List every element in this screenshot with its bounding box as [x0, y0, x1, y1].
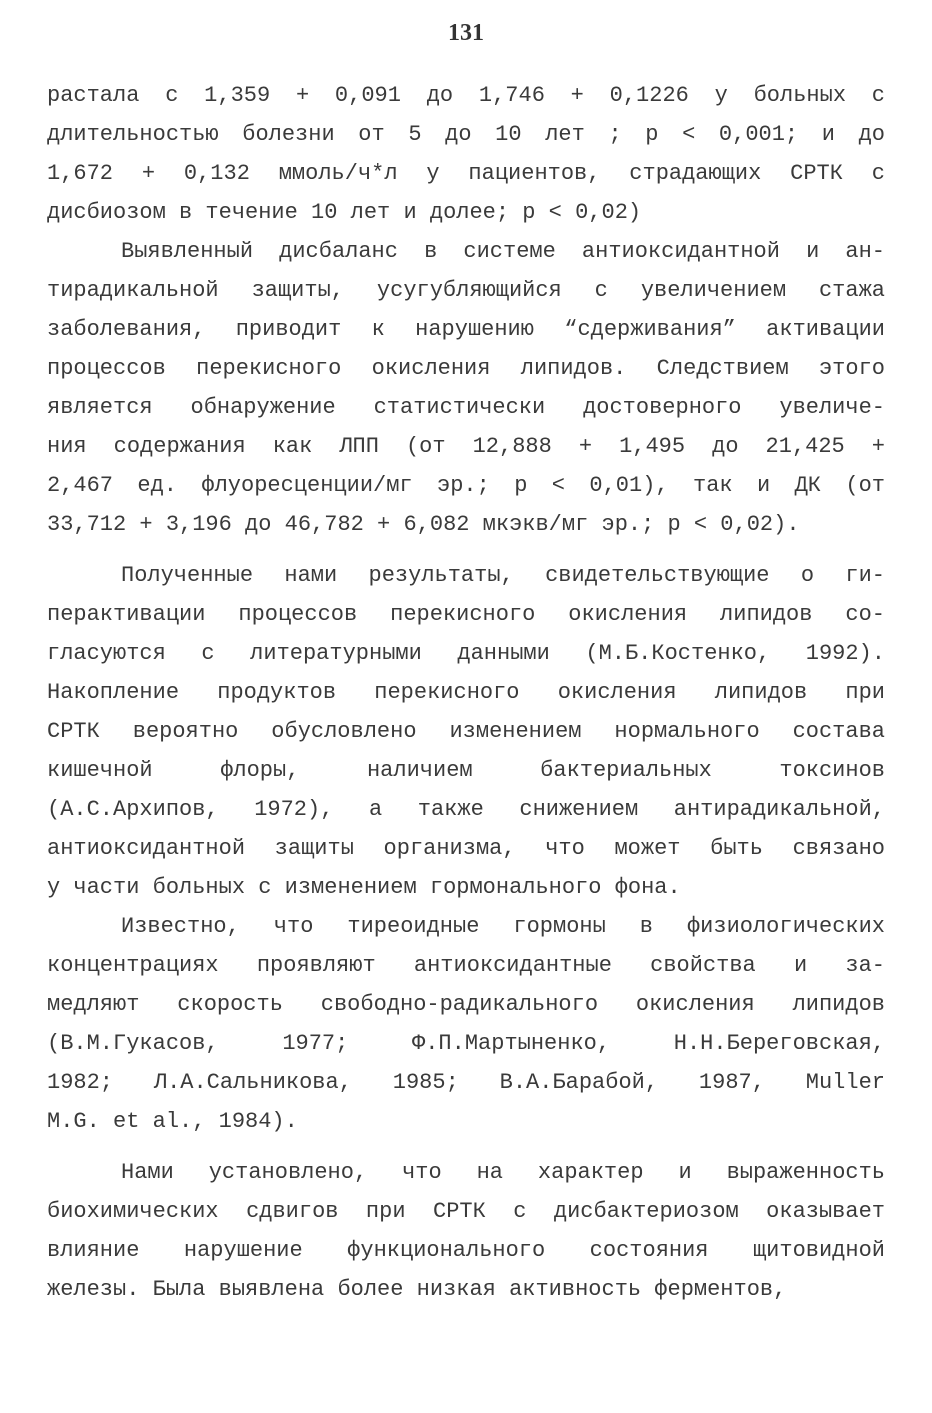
- text-line: Выявленный дисбаланс в системе антиоксидантной и ан-: [121, 239, 885, 264]
- text-line: концентрациях проявляют антиоксидантные свойства и за-: [47, 953, 885, 978]
- text-line: антиоксидантной защиты организма, что может быть связано: [47, 836, 885, 861]
- text-line: гласуются с литературными данными (М.Б.Костенко, 1992).: [47, 641, 885, 666]
- text-line: ния содержания как ЛПП (от 12,888 + 1,495 до 21,425 +: [47, 434, 885, 459]
- document-body: [47, 76, 885, 1309]
- text-line: биохимических сдвигов при СРТК с дисбактериозом оказывает: [47, 1199, 885, 1224]
- text-line: тирадикальной защиты, усугубляющийся с увеличением стажа: [47, 278, 885, 303]
- text-line: растала с 1,359 + 0,091 до 1,746 + 0,1226 у больных с: [47, 83, 885, 108]
- text-line: Нами установлено, что на характер и выраженность: [121, 1160, 885, 1185]
- paragraph: [47, 907, 885, 1141]
- text-line: Накопление продуктов перекисного окисления липидов при: [47, 680, 885, 705]
- paragraph-gap: [47, 1141, 885, 1153]
- text-line: заболевания, приводит к нарушению “сдерживания” активации: [47, 317, 885, 342]
- text-line: дисбиозом в течение 10 лет и долее; p < 0,02): [47, 200, 642, 225]
- text-line: медляют скорость свободно-радикального окисления липидов: [47, 992, 885, 1017]
- text-line: 1,672 + 0,132 ммоль/ч*л у пациентов, страдающих СРТК с: [47, 161, 885, 186]
- text-line: (В.М.Гукасов, 1977; Ф.П.Мартыненко, Н.Н.Береговская,: [47, 1031, 885, 1056]
- text-line: влияние нарушение функционального состояния щитовидной: [47, 1238, 885, 1263]
- paragraph: [47, 1153, 885, 1309]
- paragraph-gap: [47, 544, 885, 556]
- text-line: железы. Была выявлена более низкая активность ферментов,: [47, 1277, 787, 1302]
- text-line: у части больных с изменением гормонального фона.: [47, 875, 681, 900]
- text-line: 1982; Л.А.Сальникова, 1985; В.А.Барабой, 1987, Muller: [47, 1070, 885, 1095]
- text-line: процессов перекисного окисления липидов. Следствием этого: [47, 356, 885, 381]
- text-line: является обнаружение статистически достоверного увеличе-: [47, 395, 885, 420]
- text-line: кишечной флоры, наличием бактериальных токсинов: [47, 758, 885, 783]
- text-line: перактивации процессов перекисного окисления липидов со-: [47, 602, 885, 627]
- paragraph: [47, 232, 885, 544]
- page-number: 131: [448, 20, 484, 46]
- text-line: M.G. et al., 1984).: [47, 1109, 298, 1134]
- text-line: 2,467 ед. флуоресценции/мг эр.; p < 0,01), так и ДК (от: [47, 473, 885, 498]
- text-line: (А.С.Архипов, 1972), а также снижением антирадикальной,: [47, 797, 885, 822]
- paragraph: [47, 556, 885, 907]
- text-line: Известно, что тиреоидные гормоны в физиологических: [121, 914, 885, 939]
- paragraph: [47, 76, 885, 232]
- text-line: Полученные нами результаты, свидетельствующие о ги-: [121, 563, 885, 588]
- text-line: СРТК вероятно обусловлено изменением нормального состава: [47, 719, 885, 744]
- text-line: 33,712 + 3,196 до 46,782 + 6,082 мкэкв/мг эр.; p < 0,02).: [47, 512, 800, 537]
- text-line: длительностью болезни от 5 до 10 лет ; p < 0,001; и до: [47, 122, 885, 147]
